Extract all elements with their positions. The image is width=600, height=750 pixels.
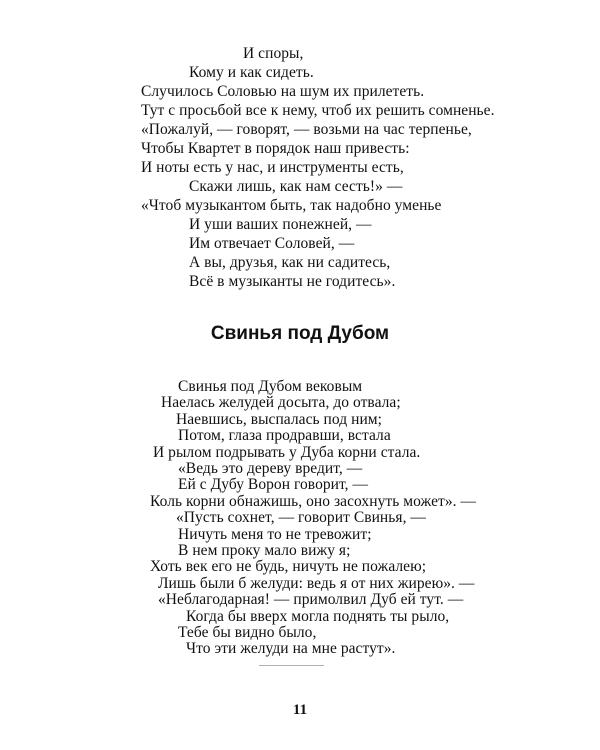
poem-line: Свинья под Дубом вековым xyxy=(178,378,363,395)
poem-line: Наевшись, выспалась под ним; xyxy=(176,410,383,428)
poem-line: Тут с просьбой все к нему, чтоб их решить сомненье. xyxy=(141,102,495,119)
poem-line: Тебе бы видно было, xyxy=(178,624,317,641)
end-divider xyxy=(259,665,324,666)
poem-line: Хоть век его не будь, ничуть не пожалею; xyxy=(150,558,427,576)
poem-line: «Неблагодарная! — примолвил Дуб ей тут. — xyxy=(158,591,464,609)
poem-line: Им отвечает Соловей, — xyxy=(189,235,355,252)
poem-line: Всё в музыканты не годитесь». xyxy=(189,273,396,290)
poem-line: «Чтоб музыкантом быть, так надобно уменье xyxy=(141,197,442,214)
poem-line: Кому и как сидеть. xyxy=(189,64,314,81)
poem-line: И ноты есть у нас, и инструменты есть, xyxy=(141,159,404,176)
poem-line: Коль корни обнажишь, оно засохнуть может». — xyxy=(150,492,477,510)
poem-line: И рылом подрывать у Дуба корни стала. xyxy=(153,443,421,461)
poem-line: И уши ваших понежней, — xyxy=(189,216,372,233)
poem-line: «Пусть сохнет, — говорит Свинья, — xyxy=(176,509,426,527)
page-number: 11 xyxy=(292,702,308,718)
poem-line: Чтобы Квартет в порядок наш привесть: xyxy=(141,140,410,157)
poem-line: Что эти желуди на мне растут». xyxy=(186,640,396,658)
poem-line: «Пожалуй, — говорят, — возьми на час терпенье, xyxy=(141,121,472,138)
poem-line: Когда бы вверх могла поднять ты рыло, xyxy=(186,607,450,625)
poem-line: А вы, друзья, как ни садитесь, xyxy=(189,254,391,271)
poem-line: Ей с Дубу Ворон говорит, — xyxy=(178,476,369,494)
poem-line: Наелась желудей досыта, до отвала; xyxy=(161,394,401,412)
poem-line: Ничуть меня то не тревожит; xyxy=(178,525,372,543)
poem-line: И споры, xyxy=(243,45,304,62)
poem-line: «Ведь это дереву вредит, — xyxy=(178,460,363,477)
poem-title: Свинья под Дубом xyxy=(210,323,390,344)
poem-line: Лишь были б желуди: ведь я от них жирею». — xyxy=(158,574,475,592)
poem-line: Случилось Соловью на шум их прилететь. xyxy=(141,83,425,100)
poem-line: В нем проку мало вижу я; xyxy=(178,542,351,559)
poem-line: Потом, глаза продравши, встала xyxy=(178,427,391,445)
poem-line: Скажи лишь, как нам сесть!» — xyxy=(189,178,403,195)
